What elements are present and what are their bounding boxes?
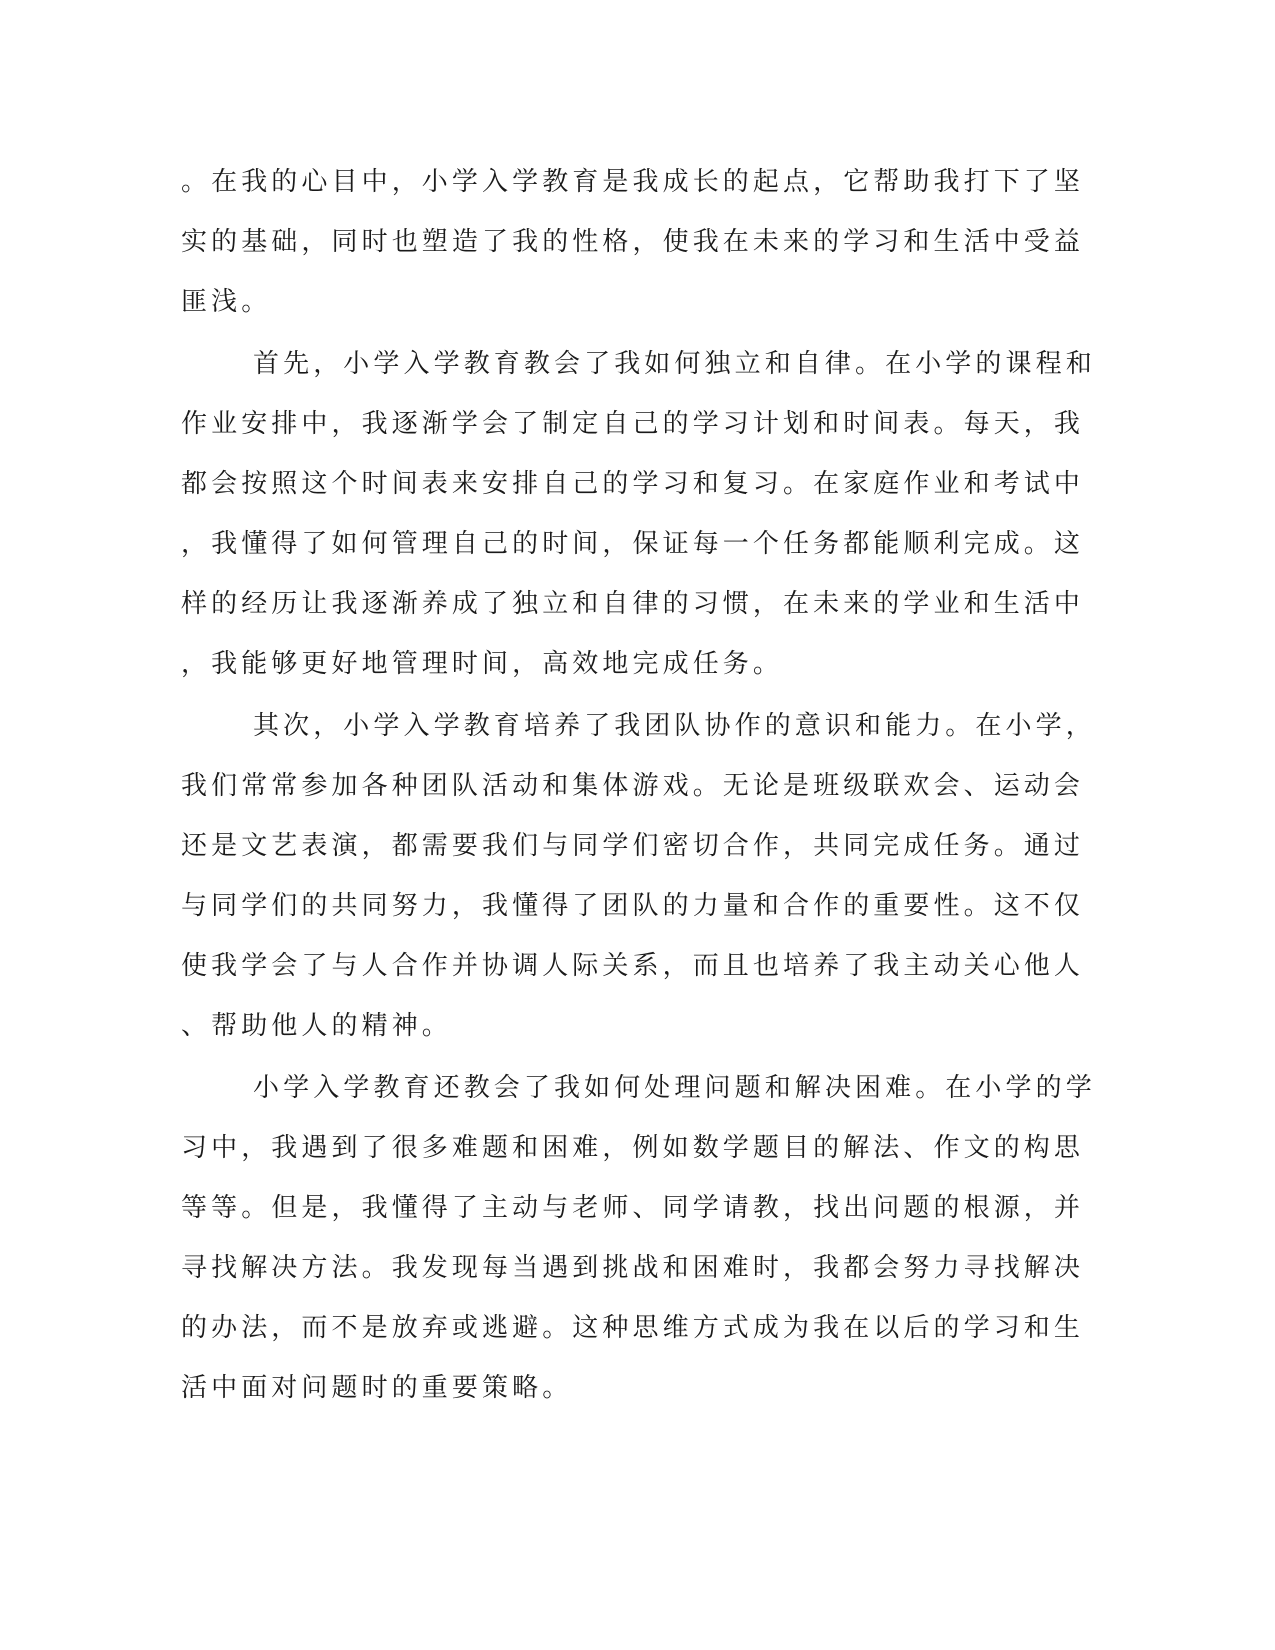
text-line: 我们常常参加各种团队活动和集体游戏。无论是班级联欢会、运动会 <box>181 771 1085 801</box>
paragraph <box>181 334 1096 694</box>
text-line: 首先，小学入学教育教会了我如何独立和自律。在小学的课程和 <box>253 349 1096 379</box>
text-line: 还是文艺表演，都需要我们与同学们密切合作，共同完成任务。通过 <box>181 831 1085 861</box>
text-line: 活中面对问题时的重要策略。 <box>181 1373 573 1403</box>
text-line: 习中，我遇到了很多难题和困难，例如数学题目的解法、作文的构思 <box>181 1133 1085 1163</box>
text-line: 。在我的心目中，小学入学教育是我成长的起点，它帮助我打下了坚 <box>181 167 1085 197</box>
text-line: 其次，小学入学教育培养了我团队协作的意识和能力。在小学， <box>253 711 1096 741</box>
text-line: 匪浅。 <box>181 287 272 317</box>
paragraph <box>181 696 1096 1056</box>
document-body <box>181 152 1096 1418</box>
text-line: 等等。但是，我懂得了主动与老师、同学请教，找出问题的根源，并 <box>181 1193 1085 1223</box>
text-line: 、帮助他人的精神。 <box>181 1011 452 1041</box>
text-line: 与同学们的共同努力，我懂得了团队的力量和合作的重要性。这不仅 <box>181 891 1085 921</box>
text-line: 样的经历让我逐渐养成了独立和自律的习惯，在未来的学业和生活中 <box>181 589 1085 619</box>
text-line: 寻找解决方法。我发现每当遇到挑战和困难时，我都会努力寻找解决 <box>181 1253 1085 1283</box>
paragraph <box>181 152 1085 332</box>
text-line: 都会按照这个时间表来安排自己的学习和复习。在家庭作业和考试中 <box>181 469 1085 499</box>
text-line: 实的基础，同时也塑造了我的性格，使我在未来的学习和生活中受益 <box>181 227 1085 257</box>
text-line: 使我学会了与人合作并协调人际关系，而且也培养了我主动关心他人 <box>181 951 1085 981</box>
paragraph <box>181 1058 1096 1418</box>
text-line: ，我能够更好地管理时间，高效地完成任务。 <box>181 649 784 679</box>
text-line: 的办法，而不是放弃或逃避。这种思维方式成为我在以后的学习和生 <box>181 1313 1085 1343</box>
text-line: 作业安排中，我逐渐学会了制定自己的学习计划和时间表。每天，我 <box>181 409 1085 439</box>
text-line: 小学入学教育还教会了我如何处理问题和解决困难。在小学的学 <box>253 1073 1096 1103</box>
text-line: ，我懂得了如何管理自己的时间，保证每一个任务都能顺利完成。这 <box>181 529 1085 559</box>
